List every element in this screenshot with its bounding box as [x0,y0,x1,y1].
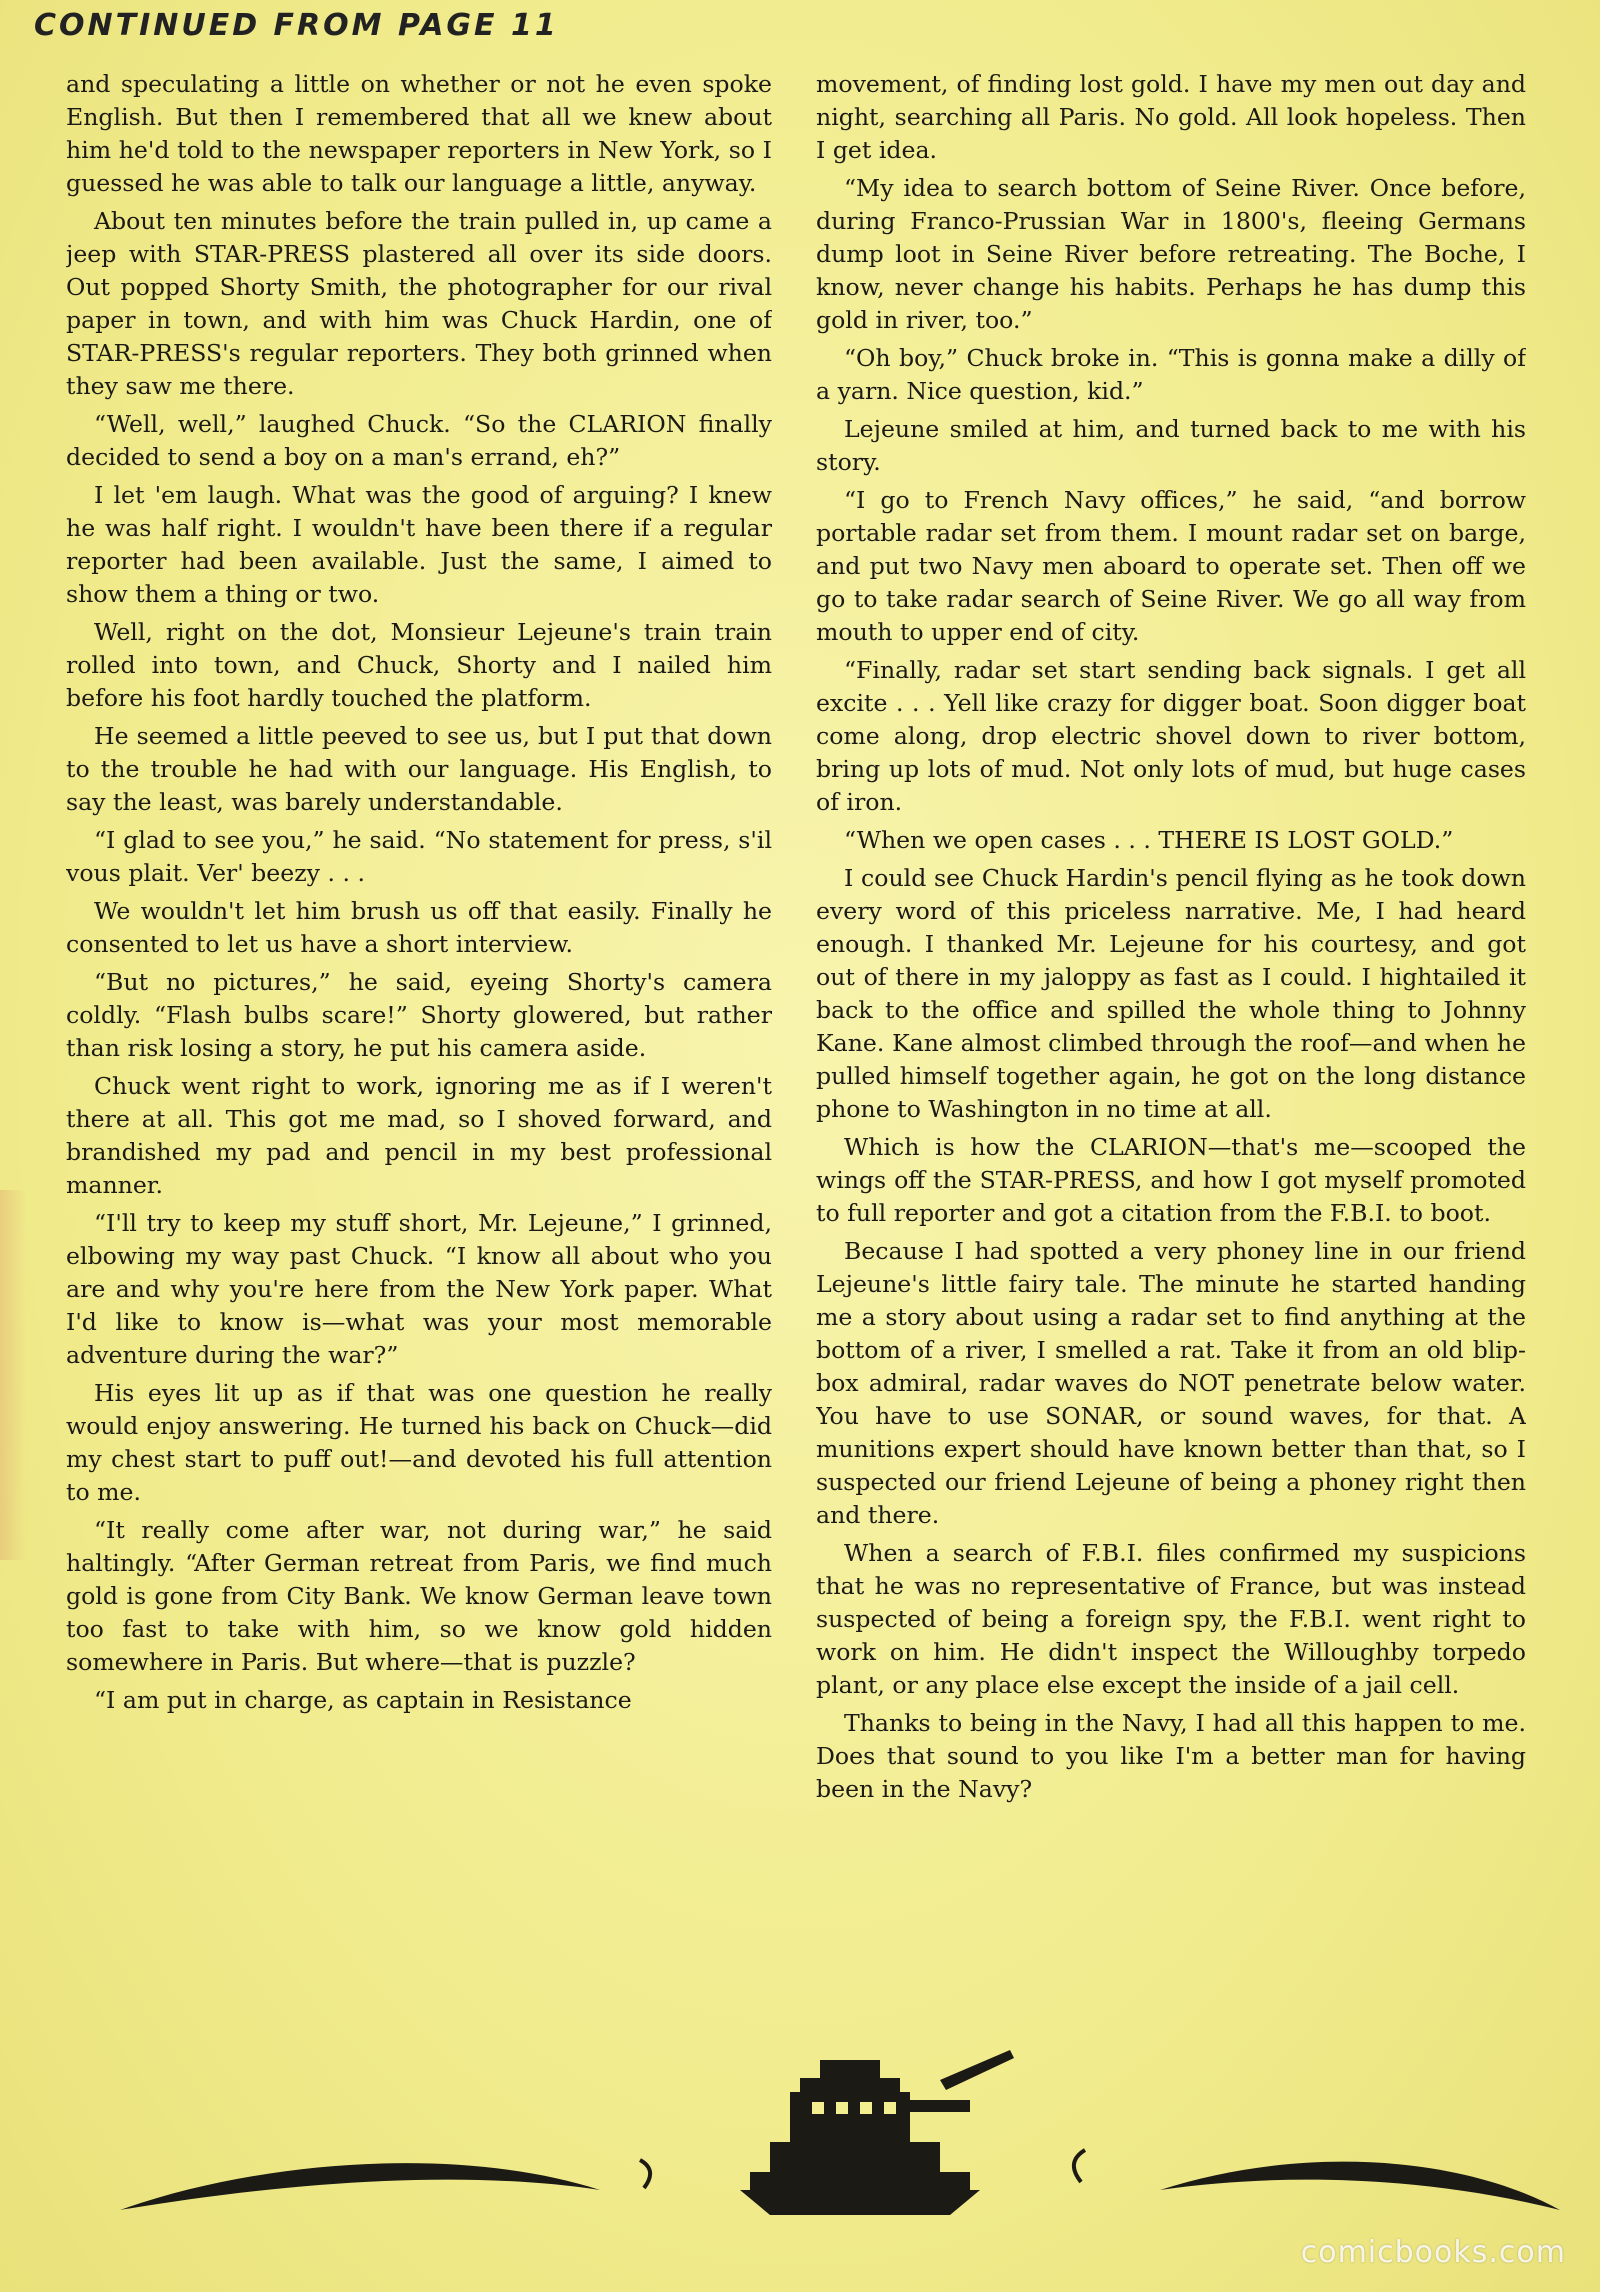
paragraph: “I go to French Navy offices,” he said, “and borrow portable radar set from them. I mount radar set on barge, and put two Navy men aboard to operate set. Then off we go to take radar search of Seine River. We go all way from mouth to upper end of city. [816,486,1526,646]
paragraph: He seemed a little peeved to see us, but I put that down to the trouble he had with our language. His English, to say the least, was barely understandable. [66,722,772,816]
paragraph: “It really come after war, not during war,” he said haltingly. “After German retreat from Paris, we find much gold is gone from City Bank. We know German leave town too fast to take with him, so we know gold hidden somewhere in Paris. But where—that is puzzle? [66,1516,772,1676]
continued-header: CONTINUED FROM PAGE 11 [34,8,559,43]
warship-silhouette-icon [0,2040,1600,2260]
edge-stain [0,1190,26,1560]
right-column [816,68,1526,2078]
watermark: comicbooks.com [1300,2235,1566,2270]
paragraph: Chuck went right to work, ignoring me as if I weren't there at all. This got me mad, so I shoved forward, and brandished my pad and pencil in my best professional manner. [66,1072,772,1199]
paragraph: “Well, well,” laughed Chuck. “So the CLARION finally decided to send a boy on a man's errand, eh?” [66,410,772,471]
paragraph: Which is how the CLARION—that's me—scooped the wings off the STAR-PRESS, and how I got myself promoted to full reporter and got a citation from the F.B.I. to boot. [816,1133,1526,1227]
paragraph: “Oh boy,” Chuck broke in. “This is gonna make a dilly of a yarn. Nice question, kid.” [816,344,1526,405]
paragraph: When a search of F.B.I. files confirmed my suspicions that he was no representative of France, but was instead suspected of being a foreign spy, the F.B.I. went right to work on him. He didn't inspect the Willoughby torpedo plant, or any place else except the inside of a jail cell. [816,1539,1526,1699]
left-column [66,68,772,2078]
paragraph: “When we open cases . . . THERE IS LOST GOLD.” [844,826,1454,854]
paragraph: “I glad to see you,” he said. “No statement for press, s'il vous plait. Ver' beezy . . . [66,826,772,887]
paragraph: Well, right on the dot, Monsieur Lejeune's train train rolled into town, and Chuck, Shorty and I nailed him before his foot hardly touched the platform. [66,618,772,712]
paragraph: About ten minutes before the train pulled in, up came a jeep with STAR-PRESS plastered all over its side doors. Out popped Shorty Smith, the photographer for our rival paper in town, and with him was Chuck Hardin, one of STAR-PRESS's regular reporters. They both grinned when they saw me there. [66,207,772,400]
paragraph: “But no pictures,” he said, eyeing Shorty's camera coldly. “Flash bulbs scare!” Shorty glowered, but rather than risk losing a story, he put his camera aside. [66,968,772,1062]
paragraph: We wouldn't let him brush us off that easily. Finally he consented to let us have a short interview. [66,897,772,958]
paragraph: His eyes lit up as if that was one question he really would enjoy answering. He turned his back on Chuck—did my chest start to puff out!—and devoted his full attention to me. [66,1379,772,1506]
paragraph: Thanks to being in the Navy, I had all this happen to me. Does that sound to you like I'm a better man for having been in the Navy? [816,1709,1526,1803]
paragraph: Lejeune smiled at him, and turned back to me with his story. [816,415,1526,476]
paragraph: “My idea to search bottom of Seine River. Once before, during Franco-Prussian War in 1800's, fleeing Germans dump loot in Seine River before retreating. The Boche, I know, never change his habits. Perhaps he has dump this gold in river, too.” [816,174,1526,334]
paragraph: “Finally, radar set start sending back signals. I get all excite . . . Yell like crazy for digger boat. Soon digger boat come along, drop electric shovel down to river bottom, bring up lots of mud. Not only lots of mud, but huge cases of iron. [816,656,1526,816]
paragraph: movement, of finding lost gold. I have my men out day and night, searching all Paris. No gold. All look hopeless. Then I get idea. [816,70,1526,164]
paragraph: I let 'em laugh. What was the good of arguing? I knew he was half right. I wouldn't have been there if a regular reporter had been available. Just the same, I aimed to show them a thing or two. [66,481,772,608]
paragraph: “I am put in charge, as captain in Resistance [94,1686,632,1714]
paragraph: “I'll try to keep my stuff short, Mr. Lejeune,” I grinned, elbowing my way past Chuck. “I know all about who you are and why you're here from the New York paper. What I'd like to know is—what was your most memorable adventure during the war?” [66,1209,772,1369]
paragraph: and speculating a little on whether or not he even spoke English. But then I remembered that all we knew about him he'd told to the newspaper reporters in New York, so I guessed he was able to talk our language a little, anyway. [66,70,772,197]
paragraph: I could see Chuck Hardin's pencil flying as he took down every word of this priceless narrative. Me, I had heard enough. I thanked Mr. Lejeune for his courtesy, and got out of there in my jaloppy as fast as I could. I hightailed it back to the office and spilled the whole thing to Johnny Kane. Kane almost climbed through the roof—and when he pulled himself together again, he got on the long distance phone to Washington in no time at all. [816,864,1526,1123]
paragraph: Because I had spotted a very phoney line in our friend Lejeune's little fairy tale. The minute he started handing me a story about using a radar set to find anything at the bottom of a river, I smelled a rat. Take it from an old blip-box admiral, radar waves do NOT penetrate below water. You have to use SONAR, or sound waves, for that. A munitions expert should have known better than that, so I suspected our friend Lejeune of being a phoney right then and there. [816,1237,1526,1529]
